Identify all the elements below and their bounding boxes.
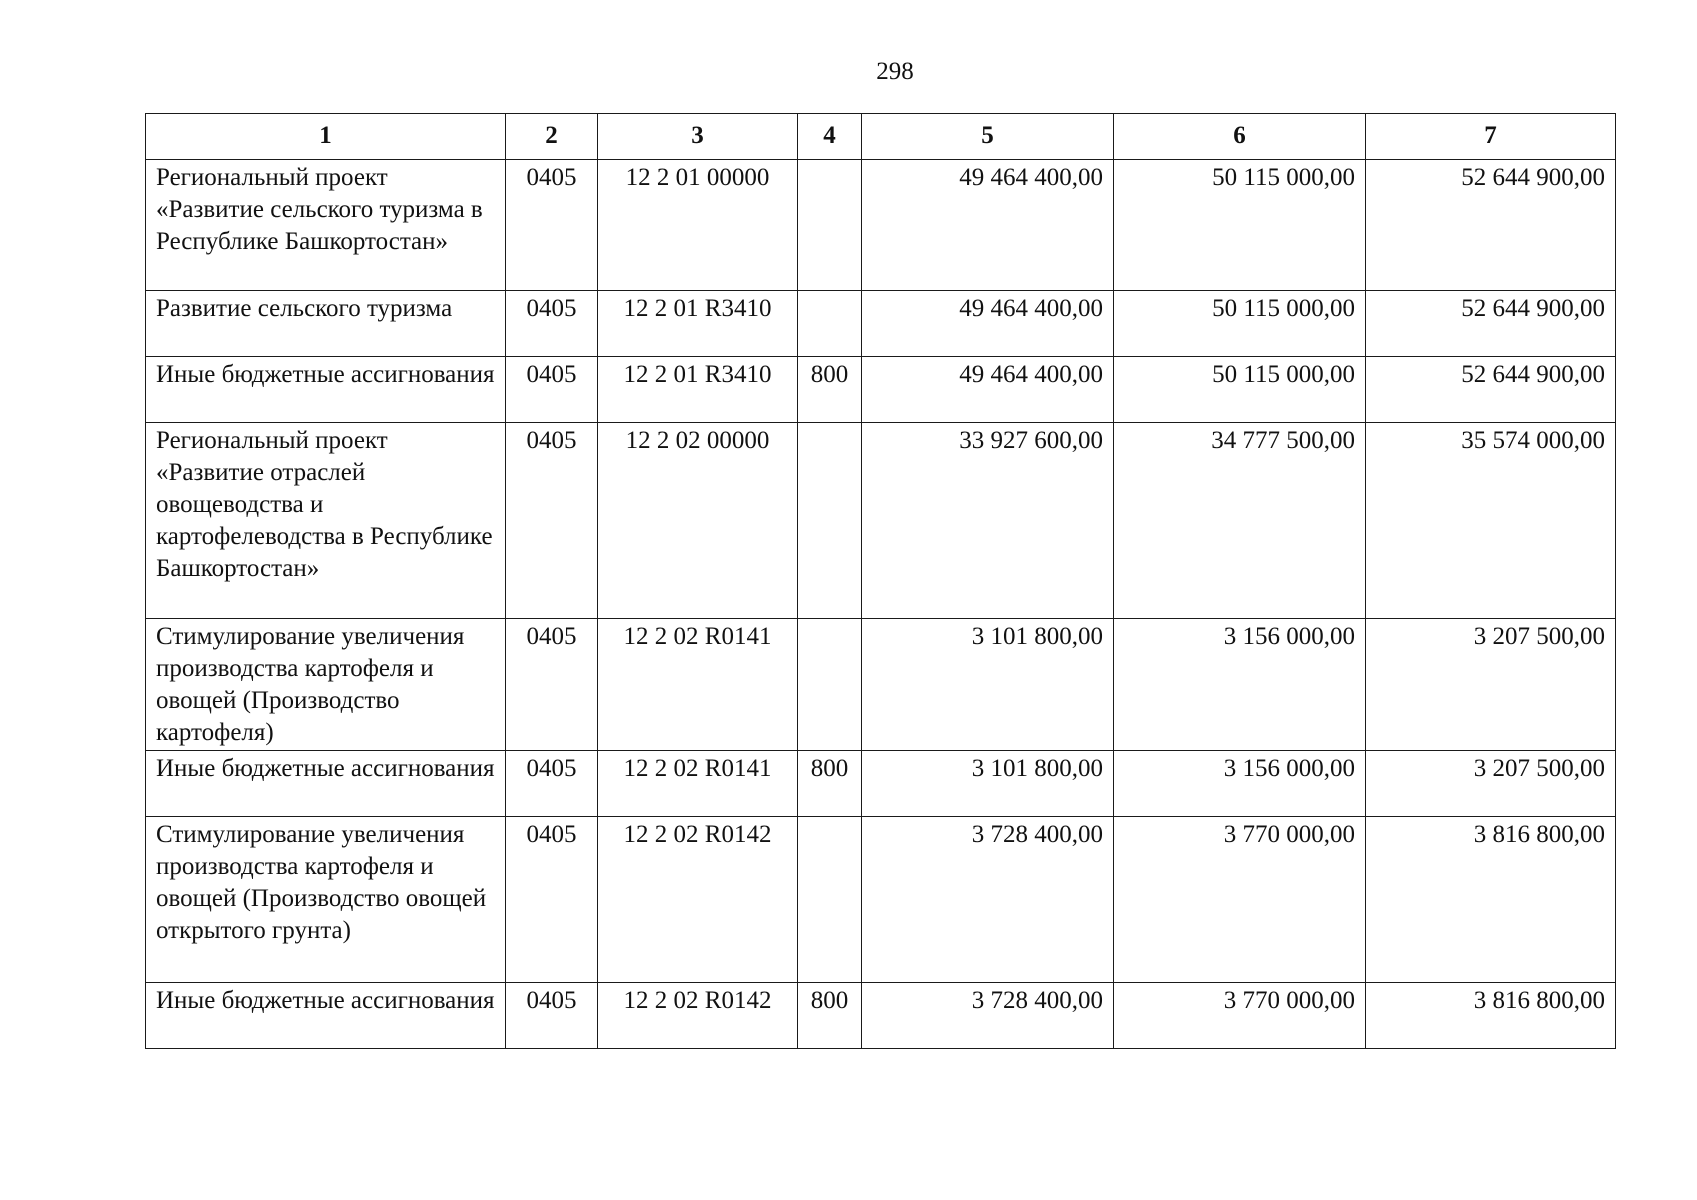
row-value-7: 52 644 900,00 — [1366, 291, 1616, 357]
row-value-7: 3 207 500,00 — [1366, 751, 1616, 817]
row-value-6: 50 115 000,00 — [1114, 160, 1366, 291]
row-target: 12 2 01 00000 — [598, 160, 798, 291]
header-row — [146, 114, 1616, 160]
row-section: 0405 — [506, 619, 598, 751]
row-type — [798, 291, 862, 357]
row-target: 12 2 01 R3410 — [598, 357, 798, 423]
row-section: 0405 — [506, 160, 598, 291]
row-value-6: 50 115 000,00 — [1114, 357, 1366, 423]
row-value-5: 33 927 600,00 — [862, 423, 1114, 619]
row-value-5: 3 728 400,00 — [862, 817, 1114, 983]
row-type: 800 — [798, 751, 862, 817]
row-target: 12 2 02 00000 — [598, 423, 798, 619]
row-section: 0405 — [506, 291, 598, 357]
row-value-6: 50 115 000,00 — [1114, 291, 1366, 357]
row-section: 0405 — [506, 983, 598, 1049]
row-target: 12 2 02 R0141 — [598, 619, 798, 751]
row-type — [798, 160, 862, 291]
row-value-6: 3 156 000,00 — [1114, 619, 1366, 751]
row-type: 800 — [798, 357, 862, 423]
header-cell-4: 4 — [798, 114, 862, 160]
row-section: 0405 — [506, 751, 598, 817]
row-value-7: 3 816 800,00 — [1366, 983, 1616, 1049]
table-row — [146, 751, 1616, 817]
header-cell-5: 5 — [862, 114, 1114, 160]
row-value-6: 3 770 000,00 — [1114, 983, 1366, 1049]
row-section: 0405 — [506, 357, 598, 423]
row-target: 12 2 02 R0142 — [598, 817, 798, 983]
row-value-7: 3 816 800,00 — [1366, 817, 1616, 983]
row-name: Иные бюджетные ассигнования — [146, 751, 506, 817]
row-type — [798, 619, 862, 751]
row-type — [798, 817, 862, 983]
row-value-6: 3 156 000,00 — [1114, 751, 1366, 817]
row-value-7: 35 574 000,00 — [1366, 423, 1616, 619]
header-cell-6: 6 — [1114, 114, 1366, 160]
table-row — [146, 619, 1616, 751]
row-value-5: 3 728 400,00 — [862, 983, 1114, 1049]
row-value-5: 49 464 400,00 — [862, 291, 1114, 357]
row-name: Стимулирование увеличения производства картофеля и овощей (Производство овощей открытого грунта) — [146, 817, 506, 983]
page-number: 298 — [876, 58, 914, 85]
row-target: 12 2 01 R3410 — [598, 291, 798, 357]
row-value-6: 3 770 000,00 — [1114, 817, 1366, 983]
row-name: Развитие сельского туризма — [146, 291, 506, 357]
table-row — [146, 817, 1616, 983]
row-section: 0405 — [506, 423, 598, 619]
table-row — [146, 357, 1616, 423]
table-row — [146, 291, 1616, 357]
header-cell-2: 2 — [506, 114, 598, 160]
header-cell-3: 3 — [598, 114, 798, 160]
row-value-7: 52 644 900,00 — [1366, 160, 1616, 291]
header-cell-1: 1 — [146, 114, 506, 160]
row-value-5: 3 101 800,00 — [862, 751, 1114, 817]
row-value-5: 3 101 800,00 — [862, 619, 1114, 751]
row-value-7: 52 644 900,00 — [1366, 357, 1616, 423]
row-target: 12 2 02 R0142 — [598, 983, 798, 1049]
row-target: 12 2 02 R0141 — [598, 751, 798, 817]
table-row — [146, 983, 1616, 1049]
row-name: Региональный проект «Развитие отраслей овощеводства и картофелеводства в Республике Башкортостан» — [146, 423, 506, 619]
row-name: Региональный проект «Развитие сельского туризма в Республике Башкортостан» — [146, 160, 506, 291]
row-value-5: 49 464 400,00 — [862, 160, 1114, 291]
row-name: Иные бюджетные ассигнования — [146, 357, 506, 423]
row-name: Иные бюджетные ассигнования — [146, 983, 506, 1049]
row-section: 0405 — [506, 817, 598, 983]
row-value-5: 49 464 400,00 — [862, 357, 1114, 423]
budget-table — [145, 113, 1616, 1049]
table-row — [146, 160, 1616, 291]
row-name: Стимулирование увеличения производства картофеля и овощей (Производство картофеля) — [146, 619, 506, 751]
row-type — [798, 423, 862, 619]
row-value-6: 34 777 500,00 — [1114, 423, 1366, 619]
header-cell-7: 7 — [1366, 114, 1616, 160]
row-value-7: 3 207 500,00 — [1366, 619, 1616, 751]
table-row — [146, 423, 1616, 619]
row-type: 800 — [798, 983, 862, 1049]
